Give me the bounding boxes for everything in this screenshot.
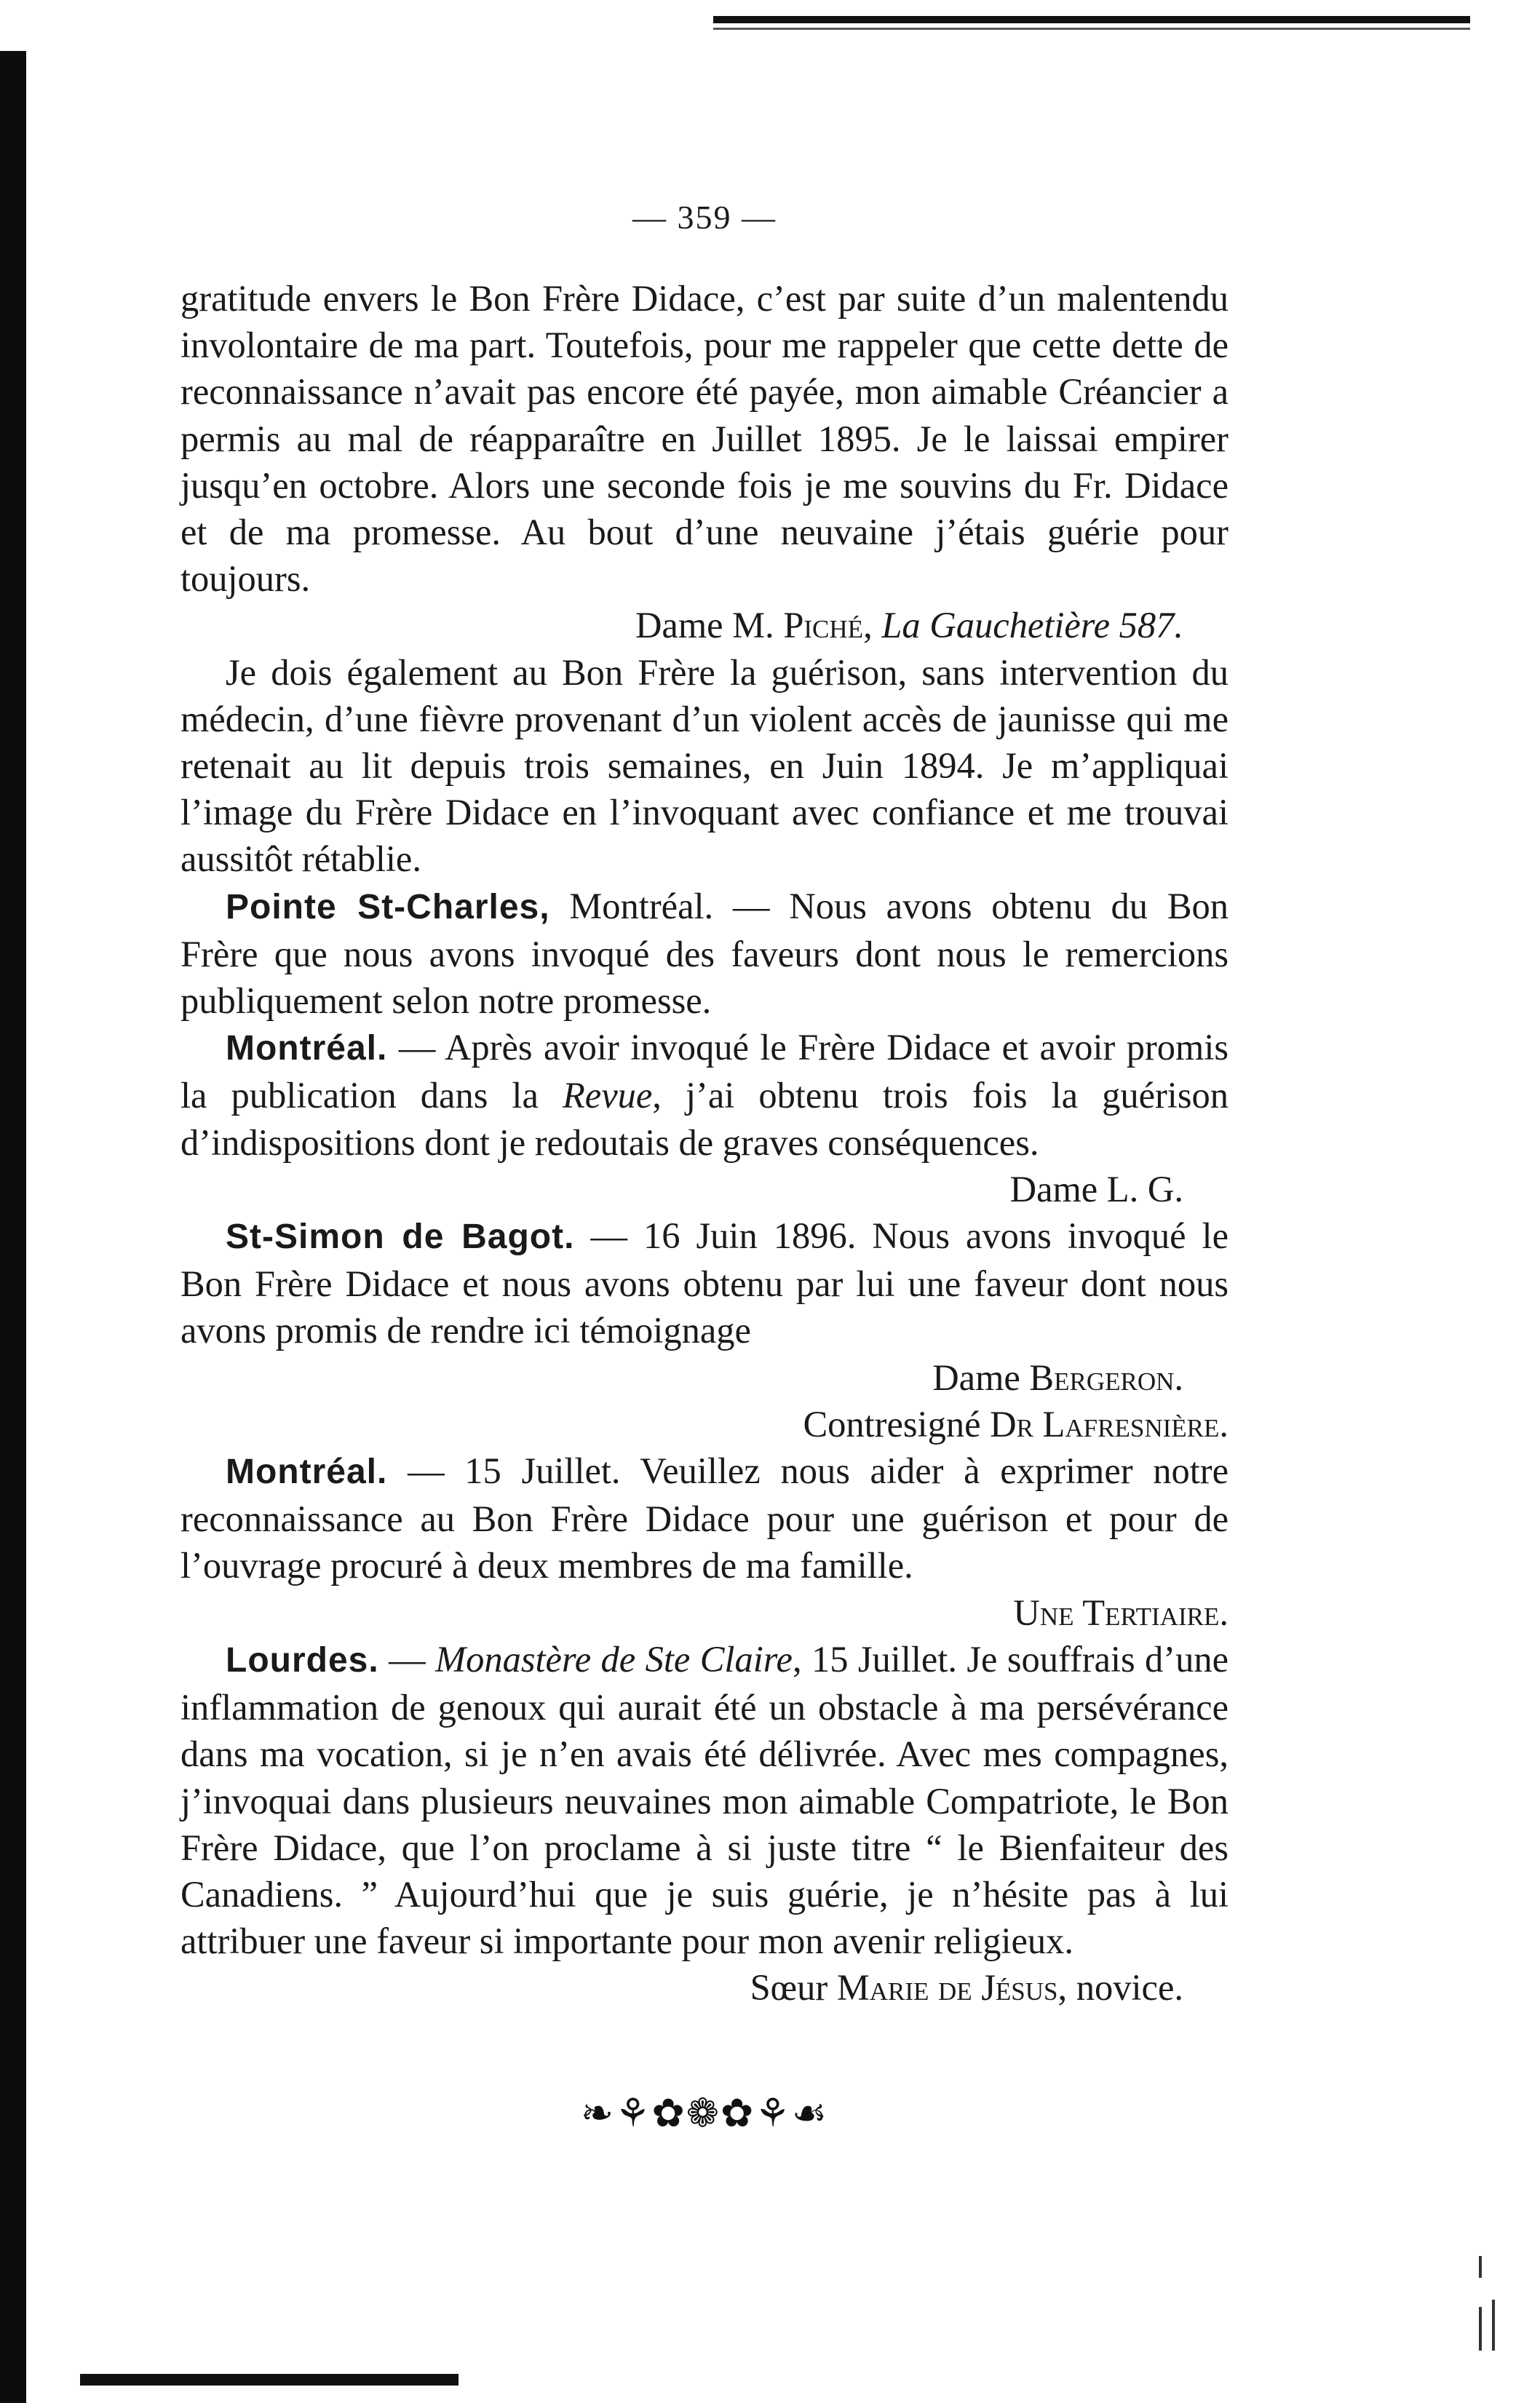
signature-piche: Dame M. Piché, La Gauchetière 587. (635, 605, 1183, 646)
place-heading: Montréal. (226, 1029, 388, 1068)
paragraph-continuation: gratitude envers le Bon Frère Didace, c’est par suite d’un malentendu involontaire de ma part. Toutefois, pour me rappeler que cette dette de reconnaissance n’avait pas encore été payée, mon aimable Créancier a permis au mal de réapparaître en Juillet 1895. Je le laissai empirer jusqu’en octobre. Alors une seconde fois je me souvins du Fr. Didace et de ma promesse. Au bout d’une neuvaine j’étais guérie pour toujours. (180, 278, 1229, 600)
paragraph-montreal-revue: Montréal. — Après avoir invoqué le Frère Didace et avoir promis la publication dans la Revue, j’ai obtenu trois fois la guérison d’indispositions dont je redoutais de graves conséquences. (180, 1027, 1229, 1163)
signature-dame-lg: Dame L. G. (1009, 1168, 1183, 1210)
paragraph-lourdes: Lourdes. — Monastère de Ste Claire, 15 Juillet. Je souffrais d’une inflammation de genoux qui aurait été un obstacle à ma persévérance dans ma vocation, si je n’en avais été délivrée. Avec mes compagnes, j’invoquai dans plusieurs neuvaines mon aimable Compatriote, le Bon Frère Didace, que l’on proclame à si juste titre “ le Bienfaiteur des Canadiens. ” Aujourd’hui que je suis guérie, je n’hésite pas à lui attribuer une faveur si importante pour mon avenir religieux. (180, 1638, 1229, 1962)
place-heading: Montréal. (226, 1453, 388, 1492)
place-heading: Lourdes. (226, 1640, 379, 1680)
place-heading: Pointe St-Charles, (226, 887, 550, 926)
scan-rule-top (713, 16, 1470, 23)
place-heading: St-Simon de Bagot. (226, 1218, 575, 1257)
paragraph-jaunisse: Je dois également au Bon Frère la guérison, sans intervention du médecin, d’une fièvre provenant d’un violent accès de jaunisse qui me retenait au lit depuis trois semaines, en Juin 1894. Je m’appliquai l’image du Frère Didace en l’invoquant avec confiance et me trouvai aussitôt rétablie. (180, 651, 1229, 880)
paragraph-st-simon: St-Simon de Bagot. — 16 Juin 1896. Nous avons invoqué le Bon Frère Didace et nous avons obtenu par lui une faveur dont nous avons promis de rendre ici témoignage (180, 1215, 1229, 1351)
signature-bergeron: Dame Bergeron. (932, 1357, 1183, 1398)
ornament-fleuron-icon: ❧⚘✿❁✿⚘☙ (580, 2092, 829, 2135)
scan-rule-bottom (80, 2374, 459, 2386)
scan-rule-top-thin (713, 28, 1470, 30)
signature-tertiaire: Une Tertiaire. (1013, 1592, 1229, 1633)
signature-lafresniere: Contresigné Dr Lafresnière. (803, 1403, 1229, 1445)
signature-marie-de-jesus: Sœur Marie de Jésus, novice. (750, 1967, 1183, 2009)
paragraph-montreal-juillet: Montréal. — 15 Juillet. Veuillez nous aider à exprimer notre reconnaissance au Bon Frère Didace pour une guérison et pour de l’ouvrage procuré à deux membres de ma famille. (180, 1450, 1229, 1586)
scan-edge-marks (1477, 2227, 1499, 2372)
scan-binding-shadow (0, 51, 26, 2403)
page-number: — 359 — (632, 199, 777, 236)
paragraph-pointe-st-charles: Pointe St-Charles, Montréal. — Nous avons obtenu du Bon Frère que nous avons invoqué des faveurs dont nous le remercions publiquement selon notre promesse. (180, 885, 1229, 1022)
page-body (180, 275, 1229, 2011)
